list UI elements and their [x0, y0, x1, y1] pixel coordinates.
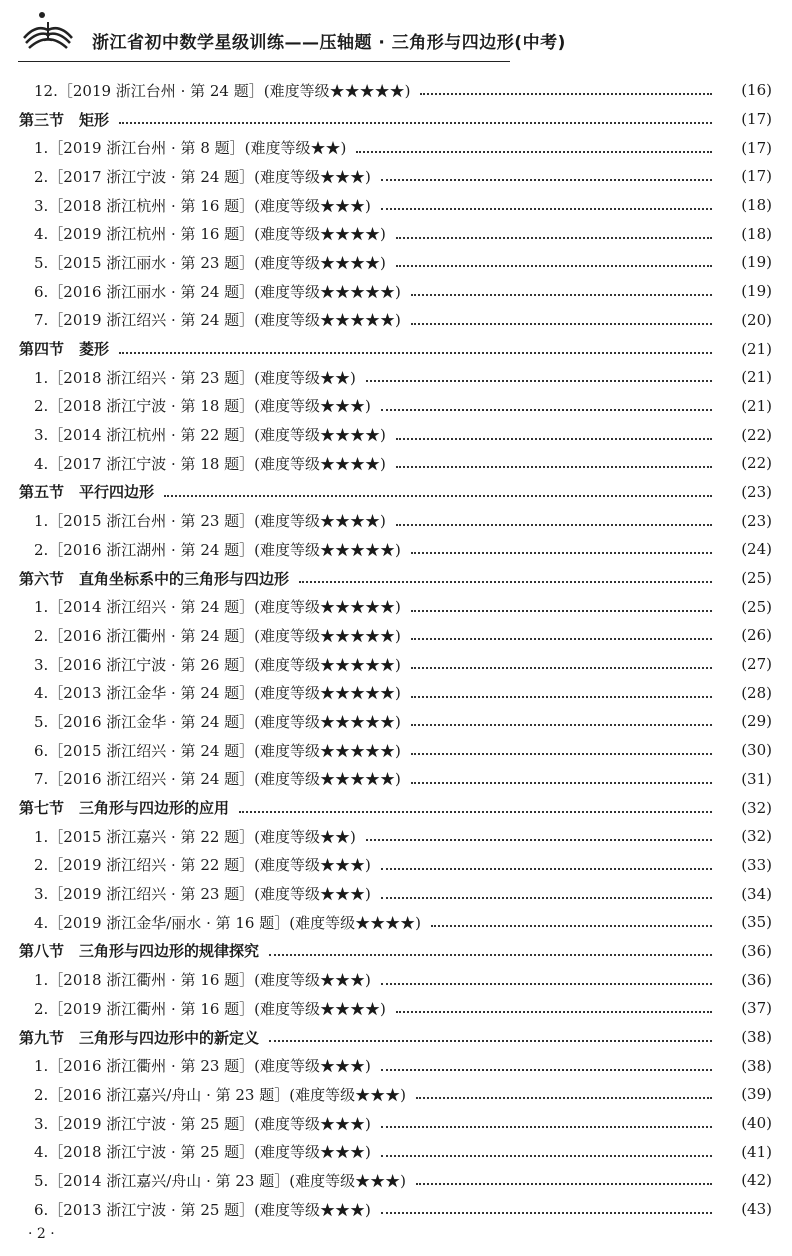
toc-page-number: (16) [741, 81, 772, 100]
toc-entry [0, 1137, 792, 1166]
toc-page-number: (33) [741, 855, 772, 874]
toc-label: 3.［2019 浙江绍兴 · 第 23 题］(难度等级★★★) [34, 885, 371, 904]
dot-leader [411, 753, 712, 755]
toc-entry [0, 1166, 792, 1195]
toc-entry [0, 592, 792, 621]
toc-page-number: (32) [741, 798, 772, 817]
toc-page-number: (22) [741, 454, 772, 473]
toc-entry [0, 1109, 792, 1138]
toc-label: 1.［2015 浙江嘉兴 · 第 22 题］(难度等级★★) [34, 827, 356, 846]
toc-page-number: (24) [741, 540, 772, 559]
toc-page-number: (23) [741, 511, 772, 530]
toc-entry [0, 392, 792, 421]
toc-page-number: (39) [741, 1085, 772, 1104]
toc-entry [0, 133, 792, 162]
toc-page-number: (36) [741, 941, 772, 960]
toc-page-number: (41) [741, 1142, 772, 1161]
dot-leader [381, 897, 712, 899]
toc-section-heading [0, 105, 792, 134]
toc-entry [0, 994, 792, 1023]
toc-label: 1.［2018 浙江衢州 · 第 16 题］(难度等级★★★) [34, 971, 371, 990]
toc-label: 1.［2016 浙江衢州 · 第 23 题］(难度等级★★★) [34, 1057, 371, 1076]
toc-entry [0, 1051, 792, 1080]
dot-leader [416, 1097, 712, 1099]
toc-page-number: (21) [741, 339, 772, 358]
dot-leader [411, 323, 712, 325]
dot-leader [164, 495, 712, 497]
toc-label: 1.［2018 浙江绍兴 · 第 23 题］(难度等级★★) [34, 368, 356, 387]
toc-page-number: (36) [741, 970, 772, 989]
toc-entry [0, 736, 792, 765]
toc-label: 6.［2013 浙江宁波 · 第 25 题］(难度等级★★★) [34, 1200, 371, 1219]
toc-page-number: (38) [741, 1028, 772, 1047]
dot-leader [411, 696, 712, 698]
toc-page-number: (22) [741, 425, 772, 444]
toc-label: 第四节 菱形 [19, 340, 110, 359]
dot-leader [381, 1069, 712, 1071]
toc-label: 3.［2014 浙江杭州 · 第 22 题］(难度等级★★★★) [34, 426, 386, 445]
toc-label: 5.［2015 浙江丽水 · 第 23 题］(难度等级★★★★) [34, 253, 386, 272]
toc-entry [0, 76, 792, 105]
dot-leader [381, 1126, 712, 1128]
toc-label: 第八节 三角形与四边形的规律探究 [19, 942, 260, 961]
dot-leader [366, 380, 712, 382]
toc-page-number: (31) [741, 769, 772, 788]
toc-entry [0, 535, 792, 564]
toc-section-heading [0, 1023, 792, 1052]
dot-leader [431, 925, 712, 927]
toc-section-heading [0, 937, 792, 966]
toc-entry [0, 678, 792, 707]
dot-leader [411, 667, 712, 669]
toc-page-number: (35) [741, 913, 772, 932]
toc-entry [0, 306, 792, 335]
page-header [0, 0, 792, 62]
dot-leader [381, 208, 712, 210]
toc-label: 5.［2016 浙江金华 · 第 24 题］(难度等级★★★★★) [34, 712, 401, 731]
toc-page-number: (28) [741, 683, 772, 702]
toc-section-heading [0, 334, 792, 363]
toc-page-number: (20) [741, 310, 772, 329]
toc-page-number: (19) [741, 282, 772, 301]
toc-section-heading [0, 793, 792, 822]
toc-label: 3.［2016 浙江宁波 · 第 26 题］(难度等级★★★★★) [34, 655, 401, 674]
dot-leader [396, 237, 712, 239]
toc-label: 7.［2016 浙江绍兴 · 第 24 题］(难度等级★★★★★) [34, 770, 401, 789]
toc-page-number: (40) [741, 1114, 772, 1133]
toc-entry [0, 506, 792, 535]
dot-leader [411, 294, 712, 296]
toc-entry [0, 822, 792, 851]
toc-page-number: (19) [741, 253, 772, 272]
toc-entry [0, 191, 792, 220]
dot-leader [411, 638, 712, 640]
dot-leader [119, 352, 712, 354]
header-rule [18, 61, 510, 62]
toc-label: 1.［2015 浙江台州 · 第 23 题］(难度等级★★★★) [34, 512, 386, 531]
toc-label: 4.［2019 浙江杭州 · 第 16 题］(难度等级★★★★) [34, 225, 386, 244]
toc-page-number: (17) [741, 167, 772, 186]
toc-label: 6.［2015 浙江绍兴 · 第 24 题］(难度等级★★★★★) [34, 741, 401, 760]
toc-page-number: (42) [741, 1171, 772, 1190]
toc-label: 2.［2016 浙江嘉兴/舟山 · 第 23 题］(难度等级★★★) [34, 1085, 406, 1104]
toc-page-number: (18) [741, 224, 772, 243]
toc-entry [0, 277, 792, 306]
toc-page-number: (17) [741, 110, 772, 129]
toc-entry [0, 908, 792, 937]
toc-label: 12.［2019 浙江台州 · 第 24 题］(难度等级★★★★★) [34, 81, 411, 100]
dot-leader [381, 409, 712, 411]
toc-page-number: (27) [741, 655, 772, 674]
dot-leader [411, 782, 712, 784]
toc-entry [0, 449, 792, 478]
toc-page-number: (29) [741, 712, 772, 731]
dot-leader [420, 93, 712, 95]
toc-page-number: (43) [741, 1200, 772, 1219]
toc-label: 第九节 三角形与四边形中的新定义 [19, 1028, 260, 1047]
toc-page-number: (18) [741, 196, 772, 215]
toc-page-number: (21) [741, 396, 772, 415]
dot-leader [381, 179, 712, 181]
toc-entry [0, 851, 792, 880]
toc-entry [0, 162, 792, 191]
dot-leader [411, 610, 712, 612]
toc-label: 2.［2019 浙江衢州 · 第 16 题］(难度等级★★★★) [34, 999, 386, 1018]
toc-label: 1.［2014 浙江绍兴 · 第 24 题］(难度等级★★★★★) [34, 598, 401, 617]
toc-entry [0, 1195, 792, 1224]
toc-entry [0, 650, 792, 679]
toc-entry [0, 219, 792, 248]
toc-entry [0, 965, 792, 994]
dot-leader [356, 151, 712, 153]
toc-label: 2.［2016 浙江衢州 · 第 24 题］(难度等级★★★★★) [34, 626, 401, 645]
page-number: · 2 · [28, 1226, 55, 1242]
dot-leader [416, 1183, 712, 1185]
toc-entry [0, 363, 792, 392]
toc-entry [0, 621, 792, 650]
toc-label: 7.［2019 浙江绍兴 · 第 24 题］(难度等级★★★★★) [34, 311, 401, 330]
toc-section-heading [0, 478, 792, 507]
dot-leader [396, 438, 712, 440]
toc-label: 2.［2018 浙江宁波 · 第 18 题］(难度等级★★★) [34, 397, 371, 416]
toc-page-number: (17) [741, 138, 772, 157]
dot-leader [299, 581, 712, 583]
toc-label: 3.［2018 浙江杭州 · 第 16 题］(难度等级★★★) [34, 196, 371, 215]
dot-leader [411, 552, 712, 554]
toc-label: 1.［2019 浙江台州 · 第 8 题］(难度等级★★) [34, 139, 347, 158]
dot-leader [396, 1011, 712, 1013]
toc-label: 第五节 平行四边形 [19, 483, 155, 502]
toc-label: 第七节 三角形与四边形的应用 [19, 799, 230, 818]
toc-entry [0, 879, 792, 908]
toc-label: 第六节 直角坐标系中的三角形与四边形 [19, 569, 290, 588]
toc-label: 第三节 矩形 [19, 110, 110, 129]
dot-leader [119, 122, 712, 124]
toc-page-number: (32) [741, 827, 772, 846]
toc-label: 6.［2016 浙江丽水 · 第 24 题］(难度等级★★★★★) [34, 282, 401, 301]
toc-page-number: (38) [741, 1056, 772, 1075]
toc-page-number: (26) [741, 626, 772, 645]
dot-leader [381, 983, 712, 985]
dot-leader [396, 265, 712, 267]
toc-label: 4.［2019 浙江金华/丽水 · 第 16 题］(难度等级★★★★) [34, 913, 421, 932]
toc-label: 2.［2016 浙江湖州 · 第 24 题］(难度等级★★★★★) [34, 540, 401, 559]
toc-entry [0, 765, 792, 794]
toc-label: 2.［2017 浙江宁波 · 第 24 题］(难度等级★★★) [34, 167, 371, 186]
toc-page-number: (25) [741, 597, 772, 616]
toc-label: 4.［2018 浙江宁波 · 第 25 题］(难度等级★★★) [34, 1143, 371, 1162]
toc-section-heading [0, 564, 792, 593]
toc-page-number: (34) [741, 884, 772, 903]
toc-page-number: (30) [741, 741, 772, 760]
toc-entry [0, 707, 792, 736]
dot-leader [381, 1155, 712, 1157]
dot-leader [396, 524, 712, 526]
toc-entry [0, 1080, 792, 1109]
toc-label: 2.［2019 浙江绍兴 · 第 22 题］(难度等级★★★) [34, 856, 371, 875]
toc-label: 4.［2017 浙江宁波 · 第 18 题］(难度等级★★★★) [34, 454, 386, 473]
toc-page-number: (23) [741, 482, 772, 501]
dot-leader [366, 839, 712, 841]
toc-entry [0, 248, 792, 277]
toc-label: 5.［2014 浙江嘉兴/舟山 · 第 23 题］(难度等级★★★) [34, 1171, 406, 1190]
toc-page-number: (37) [741, 999, 772, 1018]
fan-leaves-logo-icon [18, 8, 78, 54]
toc-entry [0, 420, 792, 449]
table-of-contents [0, 76, 792, 1224]
toc-page-number: (25) [741, 569, 772, 588]
dot-leader [396, 466, 712, 468]
dot-leader [381, 1212, 712, 1214]
dot-leader [269, 1040, 712, 1042]
dot-leader [269, 954, 712, 956]
dot-leader [239, 811, 712, 813]
toc-page-number: (21) [741, 368, 772, 387]
toc-label: 4.［2013 浙江金华 · 第 24 题］(难度等级★★★★★) [34, 684, 401, 703]
dot-leader [411, 724, 712, 726]
toc-label: 3.［2019 浙江宁波 · 第 25 题］(难度等级★★★) [34, 1114, 371, 1133]
book-title: 浙江省初中数学星级训练——压轴题 · 三角形与四边形(中考) [92, 33, 566, 53]
dot-leader [381, 868, 712, 870]
